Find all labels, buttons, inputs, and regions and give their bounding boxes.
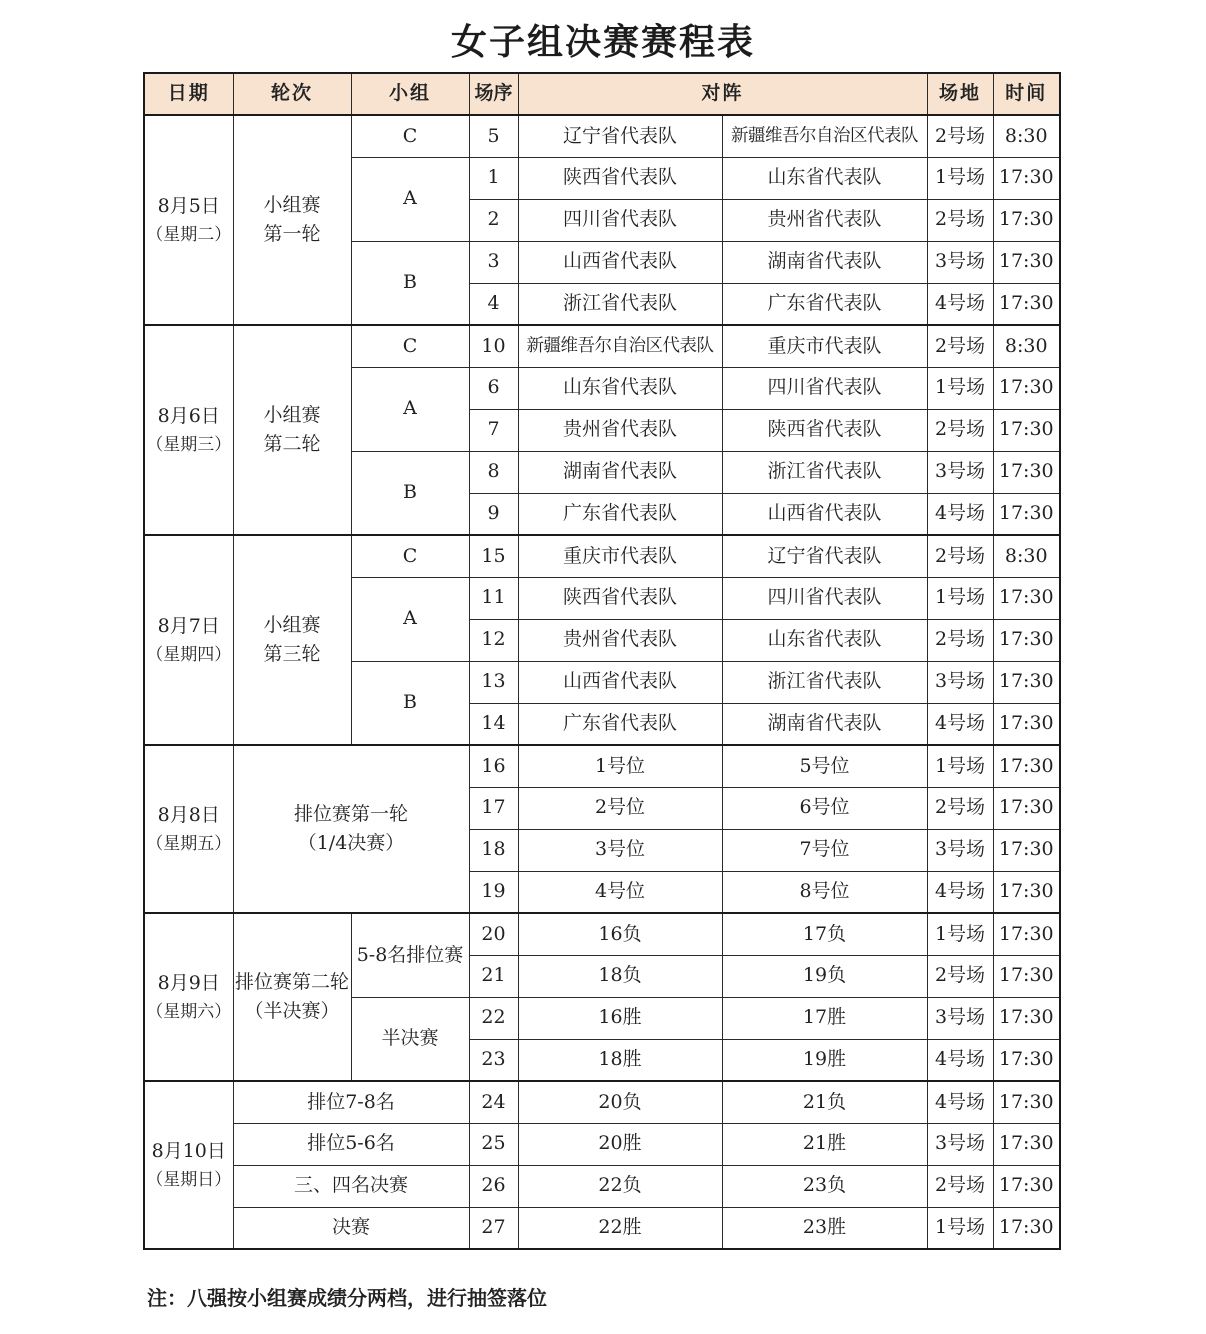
group-cell: A <box>351 367 469 451</box>
table-row <box>144 1207 1060 1249</box>
header-group: 小组 <box>351 73 469 115</box>
round-line2: 第二轮 <box>263 433 321 455</box>
match-time: 17:30 <box>993 241 1060 283</box>
team-one: 22胜 <box>518 1207 722 1249</box>
round-line2: 第三轮 <box>263 643 321 665</box>
team-one: 20胜 <box>518 1123 722 1165</box>
weekday-text: （星期五） <box>146 833 232 854</box>
table-row <box>144 1081 1060 1123</box>
match-time: 17:30 <box>993 787 1060 829</box>
venue: 3号场 <box>927 451 993 493</box>
team-two: 6号位 <box>722 787 927 829</box>
team-one: 山西省代表队 <box>518 241 722 283</box>
team-two: 新疆维吾尔自治区代表队 <box>722 115 927 157</box>
match-number: 26 <box>469 1165 518 1207</box>
round-line1: 小组赛 <box>263 613 321 636</box>
date-text: 8月8日 <box>157 804 220 827</box>
team-two: 浙江省代表队 <box>722 661 927 703</box>
venue: 3号场 <box>927 1123 993 1165</box>
match-time: 17:30 <box>993 1207 1060 1249</box>
venue: 2号场 <box>927 955 993 997</box>
venue: 2号场 <box>927 115 993 157</box>
match-number: 22 <box>469 997 518 1039</box>
team-one: 2号位 <box>518 787 722 829</box>
venue: 1号场 <box>927 367 993 409</box>
match-number: 14 <box>469 703 518 745</box>
group-cell: A <box>351 157 469 241</box>
team-one: 陕西省代表队 <box>518 577 722 619</box>
match-number: 13 <box>469 661 518 703</box>
match-number: 8 <box>469 451 518 493</box>
venue: 2号场 <box>927 409 993 451</box>
team-one: 浙江省代表队 <box>518 283 722 325</box>
team-one: 新疆维吾尔自治区代表队 <box>518 325 722 367</box>
match-time: 17:30 <box>993 871 1060 913</box>
match-number: 12 <box>469 619 518 661</box>
match-time: 17:30 <box>993 1123 1060 1165</box>
venue: 4号场 <box>927 703 993 745</box>
group-cell: A <box>351 577 469 661</box>
table-row <box>144 535 1060 577</box>
group-cell: B <box>351 661 469 745</box>
table-row <box>144 745 1060 787</box>
match-time: 8:30 <box>993 115 1060 157</box>
match-number: 3 <box>469 241 518 283</box>
match-number: 25 <box>469 1123 518 1165</box>
team-one: 湖南省代表队 <box>518 451 722 493</box>
match-number: 4 <box>469 283 518 325</box>
match-number: 18 <box>469 829 518 871</box>
team-one: 3号位 <box>518 829 722 871</box>
team-two: 四川省代表队 <box>722 367 927 409</box>
match-number: 20 <box>469 913 518 955</box>
team-two: 23胜 <box>722 1207 927 1249</box>
team-two: 山东省代表队 <box>722 619 927 661</box>
team-two: 17负 <box>722 913 927 955</box>
weekday-text: （星期日） <box>146 1169 232 1190</box>
date-text: 8月6日 <box>157 405 220 428</box>
team-two: 5号位 <box>722 745 927 787</box>
date-cell <box>144 115 233 325</box>
match-time: 17:30 <box>993 493 1060 535</box>
match-time: 17:30 <box>993 199 1060 241</box>
match-number: 5 <box>469 115 518 157</box>
team-two: 23负 <box>722 1165 927 1207</box>
match-time: 17:30 <box>993 913 1060 955</box>
venue: 1号场 <box>927 157 993 199</box>
team-two: 山东省代表队 <box>722 157 927 199</box>
round-cell: 排位7-8名 <box>233 1081 469 1123</box>
venue: 3号场 <box>927 241 993 283</box>
round-cell <box>233 913 351 1081</box>
date-text: 8月7日 <box>157 615 220 638</box>
team-two: 辽宁省代表队 <box>722 535 927 577</box>
round-line1: 小组赛 <box>263 403 321 426</box>
team-two: 四川省代表队 <box>722 577 927 619</box>
weekday-text: （星期六） <box>146 1001 232 1022</box>
header-date: 日期 <box>144 73 233 115</box>
match-number: 7 <box>469 409 518 451</box>
venue: 4号场 <box>927 1039 993 1081</box>
match-number: 11 <box>469 577 518 619</box>
match-time: 17:30 <box>993 703 1060 745</box>
team-two: 广东省代表队 <box>722 283 927 325</box>
team-two: 贵州省代表队 <box>722 199 927 241</box>
match-number: 16 <box>469 745 518 787</box>
match-time: 17:30 <box>993 1039 1060 1081</box>
match-time: 17:30 <box>993 619 1060 661</box>
round-line2: （1/4决赛） <box>297 832 405 854</box>
date-text: 8月9日 <box>157 972 220 995</box>
match-number: 2 <box>469 199 518 241</box>
venue: 2号场 <box>927 787 993 829</box>
team-one: 16负 <box>518 913 722 955</box>
venue: 1号场 <box>927 913 993 955</box>
venue: 4号场 <box>927 493 993 535</box>
match-time: 17:30 <box>993 409 1060 451</box>
match-number: 24 <box>469 1081 518 1123</box>
team-two: 湖南省代表队 <box>722 241 927 283</box>
team-one: 山西省代表队 <box>518 661 722 703</box>
date-text: 8月5日 <box>157 195 220 218</box>
team-two: 21胜 <box>722 1123 927 1165</box>
team-two: 陕西省代表队 <box>722 409 927 451</box>
match-number: 21 <box>469 955 518 997</box>
match-time: 17:30 <box>993 745 1060 787</box>
team-two: 8号位 <box>722 871 927 913</box>
team-two: 重庆市代表队 <box>722 325 927 367</box>
team-one: 辽宁省代表队 <box>518 115 722 157</box>
venue: 3号场 <box>927 661 993 703</box>
match-number: 17 <box>469 787 518 829</box>
match-number: 1 <box>469 157 518 199</box>
header-time: 时间 <box>993 73 1060 115</box>
team-one: 广东省代表队 <box>518 493 722 535</box>
group-cell: B <box>351 451 469 535</box>
team-two: 19负 <box>722 955 927 997</box>
venue: 2号场 <box>927 535 993 577</box>
match-time: 17:30 <box>993 283 1060 325</box>
venue: 4号场 <box>927 283 993 325</box>
match-number: 27 <box>469 1207 518 1249</box>
match-time: 8:30 <box>993 325 1060 367</box>
group-cell: C <box>351 115 469 157</box>
match-number: 6 <box>469 367 518 409</box>
team-one: 贵州省代表队 <box>518 409 722 451</box>
team-one: 18胜 <box>518 1039 722 1081</box>
header-matchup: 对阵 <box>518 73 927 115</box>
match-time: 17:30 <box>993 1081 1060 1123</box>
team-one: 山东省代表队 <box>518 367 722 409</box>
team-two: 19胜 <box>722 1039 927 1081</box>
round-line1: 小组赛 <box>263 193 321 216</box>
venue: 4号场 <box>927 871 993 913</box>
group-cell: B <box>351 241 469 325</box>
table-row <box>144 1165 1060 1207</box>
table-row <box>144 1123 1060 1165</box>
venue: 4号场 <box>927 1081 993 1123</box>
venue: 2号场 <box>927 199 993 241</box>
match-number: 10 <box>469 325 518 367</box>
team-one: 广东省代表队 <box>518 703 722 745</box>
group-cell: 半决赛 <box>351 997 469 1081</box>
team-two: 21负 <box>722 1081 927 1123</box>
match-time: 17:30 <box>993 577 1060 619</box>
match-time: 17:30 <box>993 955 1060 997</box>
schedule-table <box>143 72 1061 1250</box>
round-line2: 第一轮 <box>263 223 321 245</box>
round-line1: 排位赛第一轮 <box>293 802 408 825</box>
match-time: 17:30 <box>993 367 1060 409</box>
venue: 1号场 <box>927 1207 993 1249</box>
venue: 1号场 <box>927 577 993 619</box>
group-cell: C <box>351 535 469 577</box>
venue: 1号场 <box>927 745 993 787</box>
match-time: 17:30 <box>993 997 1060 1039</box>
header-row <box>144 73 1060 115</box>
date-cell <box>144 913 233 1081</box>
match-number: 15 <box>469 535 518 577</box>
match-time: 17:30 <box>993 157 1060 199</box>
match-time: 17:30 <box>993 1165 1060 1207</box>
match-time: 8:30 <box>993 535 1060 577</box>
team-two: 7号位 <box>722 829 927 871</box>
footnote: 注：八强按小组赛成绩分两档，进行抽签落位 <box>147 1286 547 1310</box>
group-cell: C <box>351 325 469 367</box>
date-text: 8月10日 <box>151 1140 226 1163</box>
weekday-text: （星期二） <box>146 224 232 245</box>
venue: 2号场 <box>927 619 993 661</box>
match-time: 17:30 <box>993 451 1060 493</box>
team-one: 四川省代表队 <box>518 199 722 241</box>
team-one: 重庆市代表队 <box>518 535 722 577</box>
venue: 3号场 <box>927 997 993 1039</box>
table-row <box>144 913 1060 955</box>
match-number: 19 <box>469 871 518 913</box>
team-one: 20负 <box>518 1081 722 1123</box>
match-number: 23 <box>469 1039 518 1081</box>
venue: 3号场 <box>927 829 993 871</box>
round-line2: （半决赛） <box>244 1000 340 1022</box>
date-cell <box>144 1081 233 1249</box>
match-time: 17:30 <box>993 661 1060 703</box>
round-cell: 排位5-6名 <box>233 1123 469 1165</box>
round-cell: 三、四名决赛 <box>233 1165 469 1207</box>
round-cell <box>233 325 351 535</box>
schedule-body <box>144 115 1060 1249</box>
round-cell <box>233 115 351 325</box>
team-one: 陕西省代表队 <box>518 157 722 199</box>
team-two: 17胜 <box>722 997 927 1039</box>
date-cell <box>144 535 233 745</box>
header-round: 轮次 <box>233 73 351 115</box>
team-one: 1号位 <box>518 745 722 787</box>
page-title: 女子组决赛赛程表 <box>450 22 755 63</box>
team-one: 22负 <box>518 1165 722 1207</box>
group-cell: 5-8名排位赛 <box>351 913 469 997</box>
round-cell: 决赛 <box>233 1207 469 1249</box>
weekday-text: （星期三） <box>146 434 232 455</box>
venue: 2号场 <box>927 325 993 367</box>
header-match-no: 场序 <box>469 73 518 115</box>
match-number: 9 <box>469 493 518 535</box>
team-one: 贵州省代表队 <box>518 619 722 661</box>
round-cell <box>233 745 469 913</box>
team-two: 山西省代表队 <box>722 493 927 535</box>
table-row <box>144 325 1060 367</box>
venue: 2号场 <box>927 1165 993 1207</box>
date-cell <box>144 745 233 913</box>
team-two: 浙江省代表队 <box>722 451 927 493</box>
round-cell <box>233 535 351 745</box>
team-one: 4号位 <box>518 871 722 913</box>
team-one: 16胜 <box>518 997 722 1039</box>
date-cell <box>144 325 233 535</box>
round-line1: 排位赛第二轮 <box>234 970 349 993</box>
team-one: 18负 <box>518 955 722 997</box>
weekday-text: （星期四） <box>146 644 232 665</box>
table-row <box>144 115 1060 157</box>
header-venue: 场地 <box>927 73 993 115</box>
team-two: 湖南省代表队 <box>722 703 927 745</box>
match-time: 17:30 <box>993 829 1060 871</box>
